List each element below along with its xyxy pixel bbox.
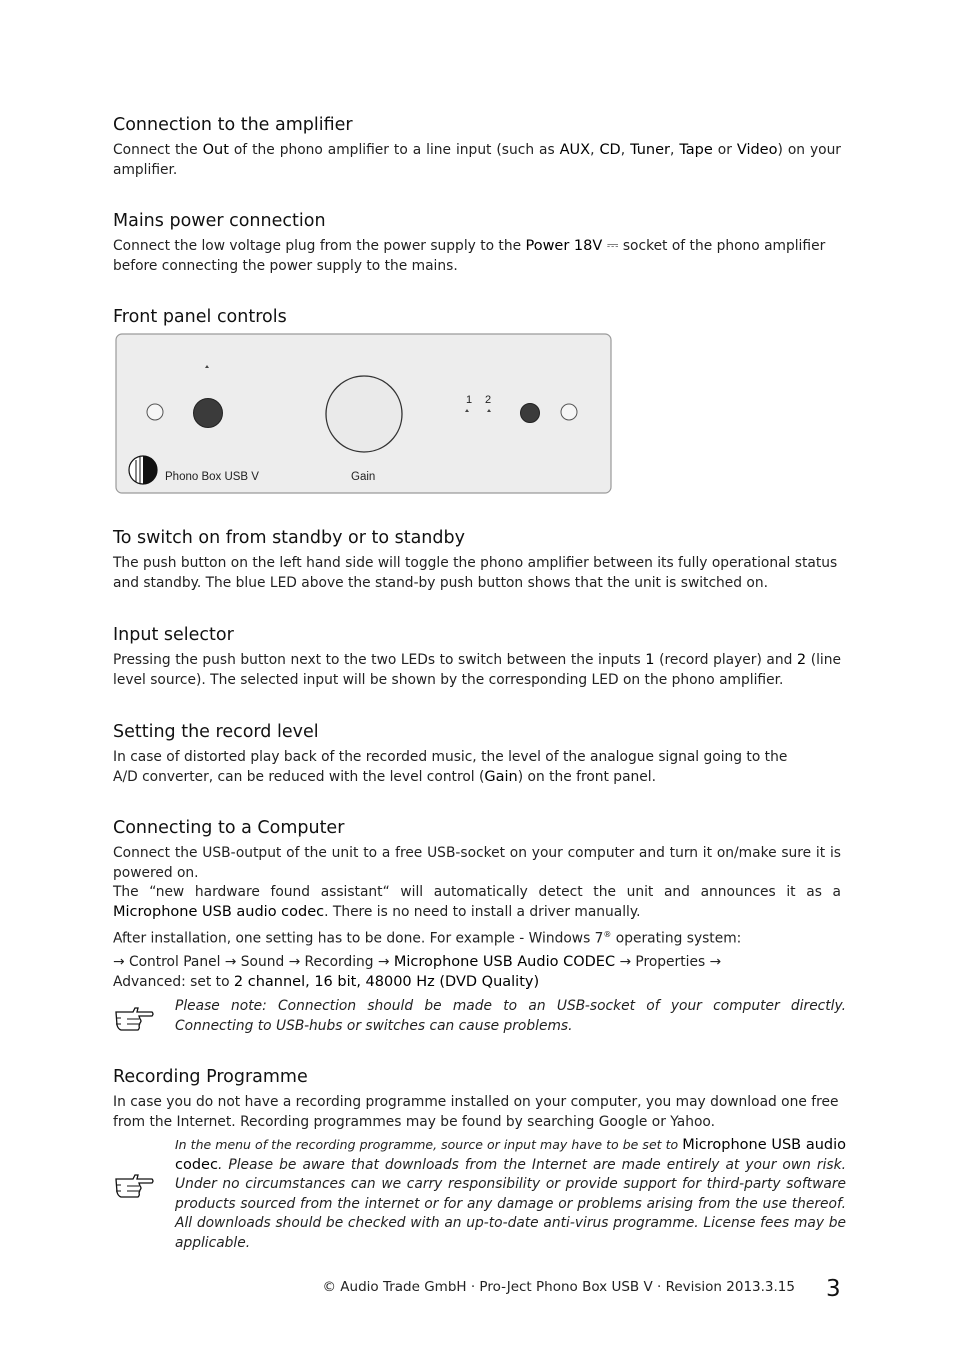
heading-standby: To switch on from standby or to standby [113,528,465,548]
text-recording: In case you do not have a recording programme installed on your computer, you may download one free from the Internet. Recording programmes may be found by searching Google or Yahoo. [113,1094,839,1130]
page-number: 3 [826,1276,841,1302]
footer-copyright: © Audio Trade GmbH · Pro-Ject Phono Box USB V · Revision 2013.3.15 [322,1279,795,1295]
gain-knob [326,376,402,452]
note-recording: In the menu of the recording programme, source or input may have to be set to Microphone USB audio codec. Please be aware that downloads from the Internet are made entirely at your own risk. Under no circumstances can we carry responsibility or provide support for third-party software products sourced from the internet or for any damage or problems arising from the use thereof. All downloads should be checked with an up-to-date anti-virus programme. License fees may be applicable. [175,1137,846,1251]
text-computer-2: The “new hardware found assistant“ will automatically detect the unit and announces it as a Microphone USB audio codec. There is no need to install a driver manually. [113,884,841,920]
heading-amplifier: Connection to the amplifier [113,115,353,135]
pointing-hand-icon [113,1003,155,1033]
heading-recording: Recording Programme [113,1067,308,1087]
heading-front-panel: Front panel controls [113,307,287,327]
model-label: Phono Box USB V [165,471,259,483]
heading-mains: Mains power connection [113,211,326,231]
text-settings-path: → Control Panel → Sound → Recording → Microphone USB Audio CODEC → Properties → Advanced: set to 2 channel, 16 bit, 48000 Hz (DVD Quality) [113,954,722,990]
pointing-hand-icon-2 [113,1170,155,1200]
heading-input-selector: Input selector [113,625,234,645]
standby-led [147,404,163,420]
gain-label: Gain [351,471,376,483]
text-mains: Connect the low voltage plug from the power supply to the Power 18V ⎓ socket of the phono amplifier before connecting the power supply to the mains. [113,238,826,274]
input-led [561,404,577,420]
heading-computer: Connecting to a Computer [113,818,345,838]
led-2-label: 2 [485,394,492,406]
text-standby: The push button on the left hand side will toggle the phono amplifier between its fully operational status and standby. The blue LED above the stand-by push button shows that the unit is switched on. [113,555,838,591]
led-1-label: 1 [466,394,473,406]
heading-record-level: Setting the record level [113,722,319,742]
standby-button [194,399,223,428]
text-input-selector: Pressing the push button next to the two LEDs to switch between the inputs 1 (record player) and 2 (line level source). The selected input will be shown by the corresponding LED on the phono amplifier. [113,652,841,688]
front-panel-diagram [115,333,612,495]
text-amplifier: Connect the Out of the phono amplifier to a line input (such as AUX, CD, Tuner, Tape or Video) on your amplifier. [113,142,841,178]
text-record-level: In case of distorted play back of the recorded music, the level of the analogue signal going to the A/D converter, can be reduced with the level control (Gain) on the front panel. [113,749,788,785]
text-computer-3: After installation, one setting has to be done. For example - Windows 7® operating system: [113,930,742,947]
text-computer-1: Connect the USB-output of the unit to a free USB-socket on your computer and turn it on/make sure it is powered on. [113,845,841,881]
input-selector-button [521,404,540,423]
note-usb-socket: Please note: Connection should be made to an USB-socket of your computer directly. Connecting to USB-hubs or switches can cause problems. [175,998,846,1034]
project-logo-icon [129,456,157,484]
